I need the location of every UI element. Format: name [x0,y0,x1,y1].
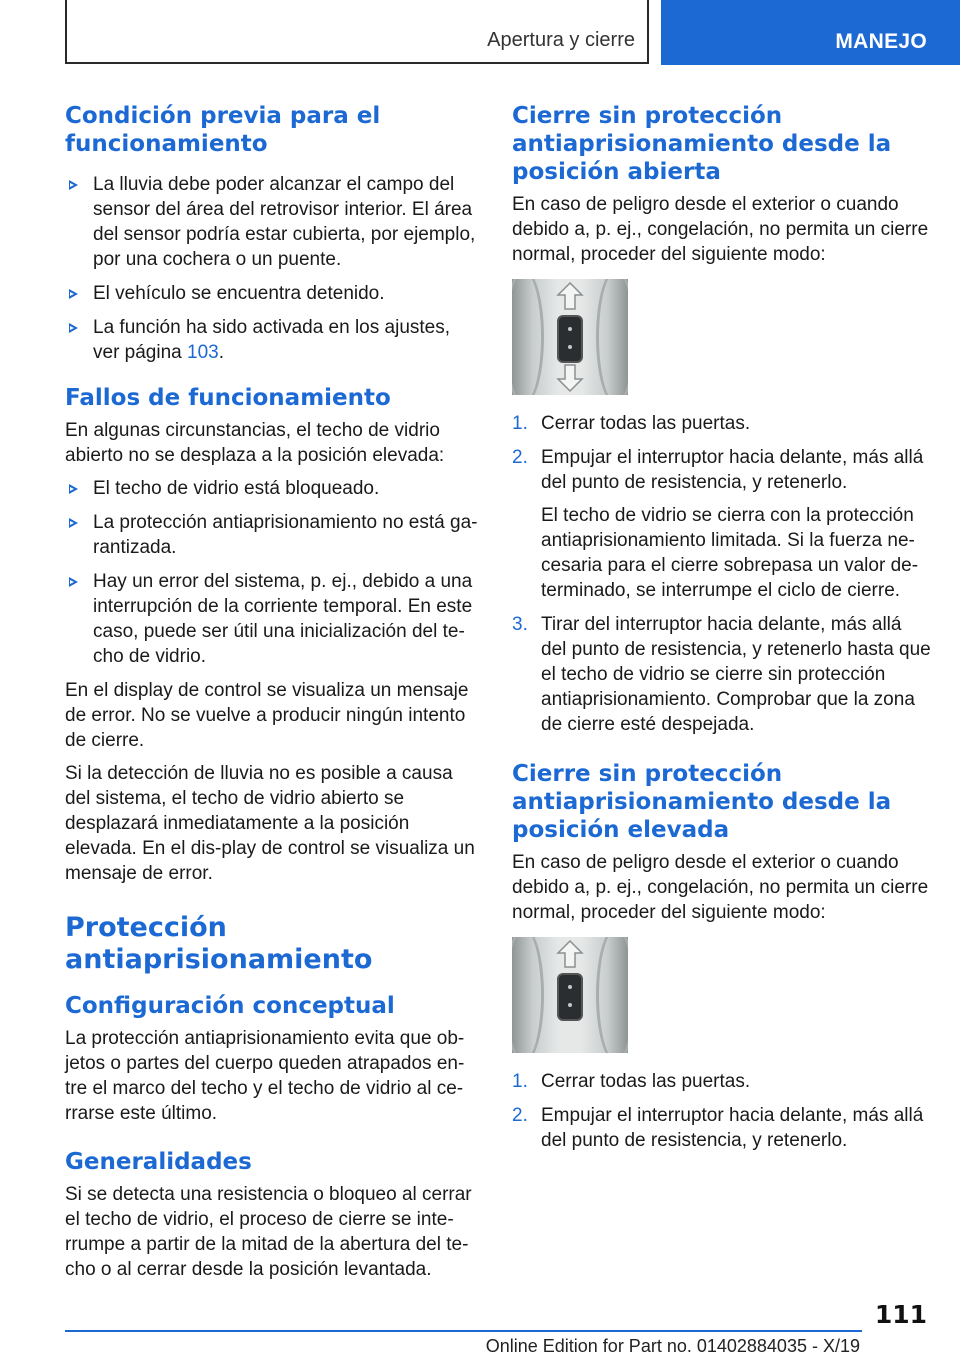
triangle-bullet-icon [69,180,78,190]
footer-divider [65,1330,862,1332]
step-number: 2. [512,447,528,468]
list-item-text: La lluvia debe poder alcanzar el campo del sensor del área del retrovisor interior. El área del sensor podría estar cubierta, por ejemplo, por una cochera o un puente. [93,174,476,270]
header-chapter-tab[interactable] [661,0,960,65]
step-text: Tirar del interruptor hacia delante, más allá del punto de resistencia, y retenerlo hasta que el techo de vidrio se cierre sin protección antiaprisionamiento. Comprobar que la zona de cierre esté despejada. [541,614,931,735]
heading-proteccion: Protección antiaprisionamiento [65,912,373,975]
list-item [65,510,480,560]
heading-configuracion: Configuración conceptual [65,993,395,1019]
step-number: 2. [512,1105,528,1126]
step-number: 1. [512,1071,528,1092]
abierta-intro: En caso de peligro desde el exterior o cuando debido a, p. ej., congelación, no permita un cierre normal, proceder del siguiente modo: [512,194,929,265]
step-text: Cerrar todas las puertas. [541,413,751,434]
arrow-up-icon [555,939,585,969]
fallos-paragraph-2: Si la detección de lluvia no es posible a causa del sistema, el techo de vidrio abierto se desplazará inmediatamente a la posición elevada. En el dis-play de control se visualiza un mensaje de error. [65,763,475,884]
step-text: Empujar el interruptor hacia delante, más allá del punto de resistencia, y retenerlo. [541,447,924,493]
triangle-bullet-icon [69,484,78,494]
list-item [65,569,480,669]
list-item-text: El techo de vidrio está bloqueado. [93,478,380,499]
list-item [65,172,480,272]
triangle-bullet-icon [69,577,78,587]
condicion-list [65,172,480,365]
abierta-steps [512,411,932,737]
elevada-steps [512,1069,932,1153]
footer-edition: Online Edition for Part no. 01402884035 - X/19 [485,1336,860,1356]
left-column [65,102,480,1290]
roof-switch-icon [557,315,583,363]
page-link[interactable]: 103 [187,342,219,363]
heading-generalidades: Generalidades [65,1149,252,1175]
step-number: 3. [512,614,528,635]
step-item [512,445,932,603]
step-number: 1. [512,413,528,434]
step-item [512,612,932,737]
list-item-end: . [218,342,224,363]
list-item-text: Hay un error del sistema, p. ej., debido a una interrupción de la corriente temporal. En este caso, puede ser útil una inicialización del te-cho de vidrio. [93,571,473,667]
heading-cierre-elevada: Cierre sin protección antiaprisionamiento desde la posición elevada [512,761,892,843]
arrow-down-icon [555,363,585,393]
list-item-text: La función ha sido activada en los ajustes, ver página [93,317,451,363]
header-chapter-label: MANEJO [835,30,927,53]
roof-switch-image-2 [512,937,628,1053]
arrow-up-icon [555,281,585,311]
configuracion-paragraph: La protección antiaprisionamiento evita que ob-jetos o partes del cuerpo queden atrapados en-tre el marco del techo y el techo de vidrio al ce-rrarse este último. [65,1028,465,1124]
roof-switch-image [512,279,628,395]
list-item-text: La protección antiaprisionamiento no está ga-rantizada. [93,512,478,558]
heading-condicion: Condición previa para el funcionamiento [65,103,381,157]
triangle-bullet-icon [69,518,78,528]
step-item [512,1103,932,1153]
page-number: 111 [874,1300,927,1329]
heading-fallos: Fallos de funcionamiento [65,385,391,411]
step-item [512,411,932,436]
fallos-paragraph-1: En el display de control se visualiza un mensaje de error. No se vuelve a producir ningún intento de cierre. [65,680,469,751]
fallos-list [65,476,480,669]
list-item [65,476,480,501]
list-item-text: El vehículo se encuentra detenido. [93,283,385,304]
step-subtext: El techo de vidrio se cierra con la protección antiaprisionamiento limitada. Si la fuerza ne-cesaria para el cierre sobrepasa un valor de-terminado, se interrumpe el ciclo de cierre. [541,505,919,601]
right-column [512,102,932,1162]
triangle-bullet-icon [69,289,78,299]
step-text: Cerrar todas las puertas. [541,1071,751,1092]
list-item [65,281,480,306]
triangle-bullet-icon [69,323,78,333]
elevada-intro: En caso de peligro desde el exterior o cuando debido a, p. ej., congelación, no permita un cierre normal, proceder del siguiente modo: [512,852,929,923]
step-text: Empujar el interruptor hacia delante, más allá del punto de resistencia, y retenerlo. [541,1105,924,1151]
roof-switch-icon [557,973,583,1021]
fallos-intro: En algunas circunstancias, el techo de vidrio abierto no se desplaza a la posición elevada: [65,420,445,466]
generalidades-paragraph: Si se detecta una resistencia o bloqueo al cerrar el techo de vidrio, el proceso de cierre se inte-rrumpe a partir de la mitad de la abertura del te-cho o al cerrar desde la posición levantada. [65,1184,472,1280]
heading-cierre-abierta: Cierre sin protección antiaprisionamiento desde la posición abierta [512,103,892,185]
step-item [512,1069,932,1094]
list-item [65,315,480,365]
header-section-title: Apertura y cierre [487,29,635,51]
